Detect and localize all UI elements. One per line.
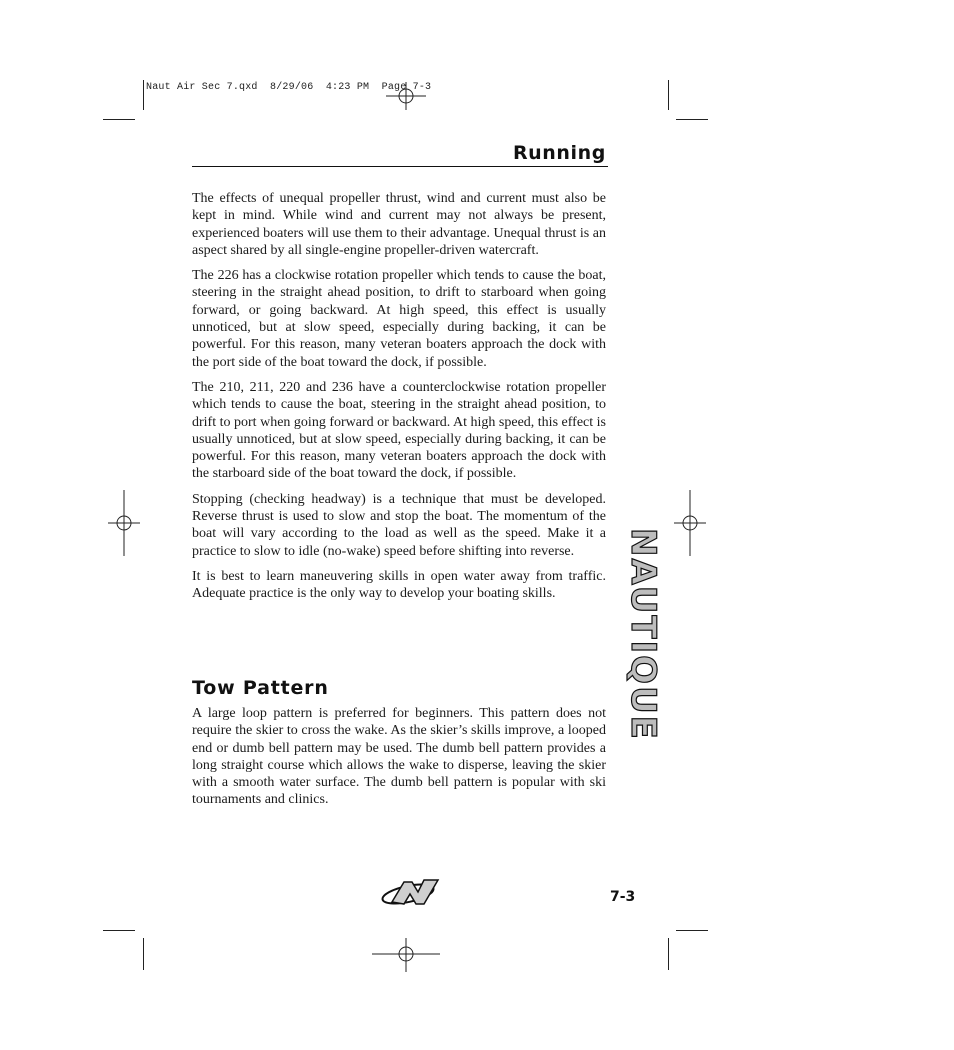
registration-mark-bottom-icon <box>372 938 440 972</box>
paragraph: The 210, 211, 220 and 236 have a counterclockwise rotation propeller which tends to cause the boat, steering in the straight ahead position, to drift to port when going forward or backward. At high speed, this effect is usually unnoticed, but at slow speed, especially during backing, it can be powerful. For this reason, many veteran boaters approach the dock with the starboard side of the boat toward the dock, if possible. <box>192 379 606 482</box>
page-number: 7-3 <box>610 889 636 905</box>
registration-mark-left-icon <box>106 490 142 556</box>
paragraph: A large loop pattern is preferred for beginners. This pattern does not require the skier to cross the wake. As the skier’s skills improve, a looped end or dumb bell pattern may be used. The dumb bell pattern provides a long straight course which allows the wake to disperse, leaving the skier with a smooth water surface. The dumb bell pattern is popular with ski tournaments and clinics. <box>192 706 606 808</box>
slug-line: Naut Air Sec 7.qxd 8/29/06 4:23 PM Page 7-3 <box>146 82 432 93</box>
paragraph: Stopping (checking headway) is a technique that must be developed. Reverse thrust is used to slow and stop the boat. The momentum of the boat will vary according to the load as well as the speed. Make it a practice to slow to idle (no-wake) speed before shifting into reverse. <box>192 491 606 559</box>
registration-mark-right-icon <box>672 490 708 556</box>
tow-pattern-text <box>192 705 606 817</box>
svg-text:NAUTIQUE: NAUTIQUE <box>623 528 663 741</box>
tow-pattern-heading: Tow Pattern <box>192 677 329 699</box>
paragraph: It is best to learn maneuvering skills in open water away from traffic. Adequate practice is the only way to develop your boating skills. <box>192 568 606 602</box>
section-title: Running <box>512 142 606 164</box>
nautique-vertical-wordmark-icon <box>612 526 663 862</box>
nautique-n-logo-icon <box>378 876 444 908</box>
paragraph: The effects of unequal propeller thrust, wind and current must also be kept in mind. While wind and current may not always be present, experienced boaters will use them to their advantage. Unequal thrust is an aspect shared by all single-engine propeller-driven watercraft. <box>192 191 606 258</box>
header-rule <box>192 166 608 167</box>
paragraph: The 226 has a clockwise rotation propeller which tends to cause the boat, steering in the straight ahead position, to drift to starboard when going forward, or going backward. At high speed, this effect is usually unnoticed, but at slow speed, especially during backing, it can be powerful. For this reason, many veteran boaters approach the dock with the port side of the boat toward the dock, if possible. <box>192 268 606 370</box>
registration-mark-top-icon <box>384 80 428 112</box>
body-text <box>192 190 606 611</box>
